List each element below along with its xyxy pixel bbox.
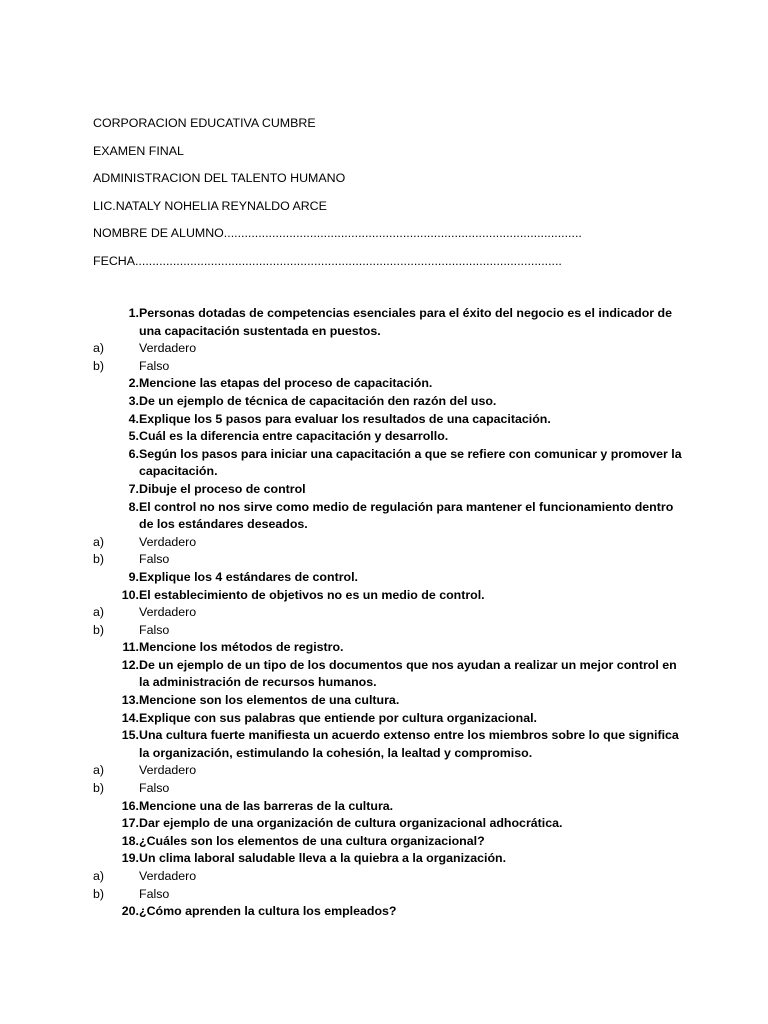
option-letter [93,886,139,904]
marker-text: a) [93,534,105,549]
question-text: Un clima laboral saludable lleva a la quiebra a la organización. [139,851,507,866]
question-item [93,305,683,340]
question-item [93,692,683,710]
question-number [93,587,139,605]
option-text: Falso [139,886,170,901]
question-item [93,393,683,411]
question-number [93,481,139,499]
question-text: De un ejemplo de un tipo de los documentos que nos ayudan a realizar un mejor control en la administración de recursos humanos. [139,657,677,690]
exam-title: EXAMEN FINAL [93,143,184,158]
marker-text: b) [93,886,105,901]
question-item [93,481,683,499]
marker-text: a) [93,341,105,356]
marker-text: 11. [122,640,139,655]
marker-text: 2. [128,376,139,391]
question-item [93,411,683,429]
question-text: Explique los 4 estándares de control. [139,569,358,584]
question-item [93,798,683,816]
question-item [93,446,683,481]
question-number [93,499,139,534]
option-letter [93,780,139,798]
option-letter [93,622,139,640]
question-text: Explique con sus palabras que entiende por cultura organizacional. [139,710,537,725]
marker-text: b) [93,622,105,637]
question-text: Cuál es la diferencia entre capacitación y desarrollo. [139,429,449,444]
option-text: Verdadero [139,763,197,778]
answer-option [93,886,683,904]
option-text: Falso [139,781,170,796]
marker-text: 17. [121,816,139,831]
marker-text: 9. [128,569,139,584]
marker-text: 19. [121,851,139,866]
option-letter [93,868,139,886]
option-letter [93,604,139,622]
question-item [93,727,683,762]
marker-text: 6. [128,446,139,461]
question-item [93,903,683,921]
question-item [93,850,683,868]
question-number [93,727,139,762]
option-letter [93,534,139,552]
question-text: Mencione una de las barreras de la cultura. [139,798,394,813]
answer-option [93,604,683,622]
question-number [93,411,139,429]
question-item [93,499,683,534]
question-item [93,833,683,851]
question-text: Mencione son los elementos de una cultura. [139,693,400,708]
question-text: Según los pasos para iniciar una capacitación a que se refiere con comunicar y promover la capacitación. [139,446,682,479]
question-text: ¿Cuáles son los elementos de una cultura organizacional? [139,833,485,848]
option-text: Verdadero [139,534,197,549]
marker-text: a) [93,869,105,883]
date-line: FECHA............................................................................................................................ [93,253,562,268]
question-text: De un ejemplo de técnica de capacitación den razón del uso. [139,393,497,408]
question-text: Mencione las etapas del proceso de capacitación. [139,376,433,391]
marker-text: b) [93,552,105,567]
question-item [93,639,683,657]
question-text: Una cultura fuerte manifiesta un acuerdo extenso entre los miembros sobre lo que significa la organización, estimulando la cohesión, la lealtad y compromiso. [139,728,679,760]
question-number [93,850,139,868]
question-text: El control no nos sirve como medio de regulación para mantener el funcionamiento dentro de los estándares deseados. [139,499,674,532]
question-number [93,569,139,587]
question-item [93,710,683,728]
question-text: Personas dotadas de competencias esenciales para el éxito del negocio es el indicador de una capacitación sustentada en puestos. [139,306,673,338]
marker-text: b) [93,781,105,796]
answer-option [93,340,683,358]
course-name: ADMINISTRACION DEL TALENTO HUMANO [93,171,346,185]
marker-text: 18. [121,833,139,848]
question-number [93,428,139,446]
question-text: El establecimiento de objetivos no es un medio de control. [139,587,485,602]
question-number [93,639,139,657]
option-letter [93,762,139,780]
answer-option [93,868,683,886]
question-number [93,657,139,692]
question-text: Explique los 5 pasos para evaluar los resultados de una capacitación. [139,411,551,426]
question-text: ¿Cómo aprenden la cultura los empleados? [139,904,397,919]
institution-name: CORPORACION EDUCATIVA CUMBRE [93,116,316,130]
question-number [93,375,139,393]
question-number [93,903,139,921]
question-number [93,692,139,710]
marker-text: 12. [121,657,139,672]
question-item [93,657,683,692]
question-item [93,569,683,587]
question-item [93,375,683,393]
question-number [93,446,139,481]
question-item [93,815,683,833]
question-number [93,305,139,340]
answer-option [93,358,683,376]
option-letter [93,358,139,376]
marker-text: 15. [121,728,139,743]
question-text: Mencione los métodos de registro. [139,640,344,655]
marker-text: 5. [128,429,139,444]
marker-text: 1. [128,306,139,320]
question-text: Dar ejemplo de una organización de cultura organizacional adhocrática. [139,816,563,831]
option-text: Falso [139,622,170,637]
marker-text: 20. [121,904,139,919]
answer-option [93,622,683,640]
marker-text: 10. [121,587,139,602]
answer-option [93,551,683,569]
student-name-line: NOMBRE DE ALUMNO........................................................................................................ [93,226,582,240]
teacher-name: LIC.NATALY NOHELIA REYNALDO ARCE [93,198,327,213]
marker-text: 14. [121,710,139,725]
question-number [93,710,139,728]
question-list [93,305,683,921]
question-item [93,428,683,446]
answer-option [93,762,683,780]
marker-text: 16. [121,798,139,813]
option-text: Falso [139,552,170,567]
marker-text: b) [93,358,105,373]
question-text: Dibuje el proceso de control [139,481,306,496]
option-text: Falso [139,358,170,373]
question-number [93,798,139,816]
option-letter [93,551,139,569]
marker-text: a) [93,763,105,778]
marker-text: 13. [121,693,139,708]
question-number [93,393,139,411]
question-number [93,833,139,851]
marker-text: 4. [128,411,139,426]
option-letter [93,340,139,358]
marker-text: 7. [128,481,139,496]
marker-text: 8. [128,499,139,514]
answer-option [93,780,683,798]
answer-option [93,534,683,552]
option-text: Verdadero [139,869,197,883]
question-item [93,587,683,605]
question-number [93,815,139,833]
exam-header [93,115,693,280]
option-text: Verdadero [139,341,197,356]
marker-text: 3. [128,393,139,408]
option-text: Verdadero [139,605,197,620]
marker-text: a) [93,605,105,620]
